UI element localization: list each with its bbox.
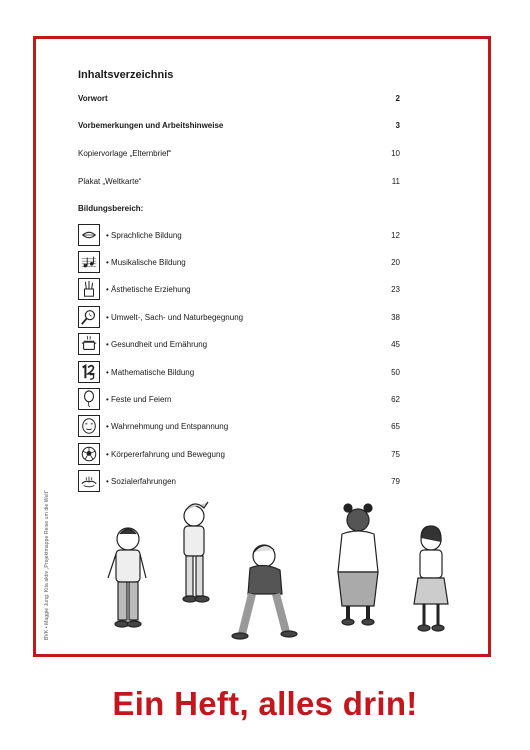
toc-category-page: 12: [391, 230, 400, 240]
toc-entry-label: Plakat „Weltkarte“: [78, 177, 142, 186]
numbers-icon: [78, 361, 100, 383]
toc-title: Inhaltsverzeichnis: [78, 69, 174, 81]
toc-entry-vorbemerkungen[interactable]: [78, 121, 400, 130]
toc-category-page: 20: [391, 257, 400, 267]
child-figure: [338, 504, 378, 625]
toc-category-label: • Feste und Feiern: [106, 395, 391, 404]
child-figure: [232, 545, 297, 639]
toc-category-label: • Körpererfahrung und Bewegung: [106, 450, 391, 459]
toc-category-row[interactable]: [78, 278, 400, 300]
child-figure: [183, 502, 209, 602]
child-figure: [108, 528, 146, 627]
face-icon: [78, 415, 100, 437]
toc-entry-label: Vorwort: [78, 94, 108, 103]
toc-category-row[interactable]: [78, 361, 400, 383]
toc-entry-elternbrief[interactable]: [78, 149, 400, 158]
football-icon: [78, 443, 100, 465]
toc-category-page: 38: [391, 312, 400, 322]
toc-entry-page: 3: [395, 121, 400, 130]
toc-category-label: • Sozialerfahrungen: [106, 477, 391, 486]
toc-category-page: 50: [391, 367, 400, 377]
toc-entry-page: 2: [395, 94, 400, 103]
cooking-pot-icon: [78, 333, 100, 355]
hands-icon: [78, 470, 100, 492]
toc-category-row[interactable]: [78, 443, 400, 465]
toc-category-label: • Umwelt-, Sach- und Naturbegegnung: [106, 313, 391, 322]
side-credit: BVK • Maggie Jung: Kita aktiv „Projektmappe Reise um die Welt“: [44, 490, 50, 640]
toc-entry-label: Kopiervorlage „Elternbrief“: [78, 149, 172, 158]
toc-category-row[interactable]: [78, 470, 400, 492]
toc-category-label: • Wahrnehmung und Entspannung: [106, 422, 391, 431]
toc-category-page: 23: [391, 284, 400, 294]
magnifier-icon: [78, 306, 100, 328]
section-heading: Bildungsbereich:: [78, 204, 144, 213]
toc-entry-page: 11: [391, 177, 400, 186]
toc-category-label: • Gesundheit und Ernährung: [106, 340, 391, 349]
toc-category-row[interactable]: [78, 388, 400, 410]
toc-category-row[interactable]: [78, 333, 400, 355]
toc-entry-vorwort[interactable]: [78, 94, 400, 103]
mouth-icon: [78, 224, 100, 246]
toc-category-label: • Ästhetische Erziehung: [106, 285, 391, 294]
children-illustration: [96, 494, 466, 649]
toc-category-page: 45: [391, 339, 400, 349]
toc-category-label: • Mathematische Bildung: [106, 368, 391, 377]
toc-category-page: 75: [391, 449, 400, 459]
toc-entry-weltkarte[interactable]: [78, 177, 400, 186]
toc-category-page: 65: [391, 421, 400, 431]
child-figure: [414, 526, 448, 631]
toc-entry-label: Vorbemerkungen und Arbeitshinweise: [78, 121, 224, 130]
music-notes-icon: [78, 251, 100, 273]
brushes-cup-icon: [78, 278, 100, 300]
toc-category-row[interactable]: [78, 251, 400, 273]
slogan: Ein Heft, alles drin!: [112, 685, 418, 722]
toc-category-page: 79: [391, 476, 400, 486]
content-frame: [33, 36, 491, 657]
toc-entry-page: 10: [391, 149, 400, 158]
toc-category-row[interactable]: [78, 224, 400, 246]
balloon-icon: [78, 388, 100, 410]
toc-category-label: • Musikalische Bildung: [106, 258, 391, 267]
toc-category-label: • Sprachliche Bildung: [106, 231, 391, 240]
toc-category-page: 62: [391, 394, 400, 404]
toc-category-row[interactable]: [78, 415, 400, 437]
toc-category-row[interactable]: [78, 306, 400, 328]
